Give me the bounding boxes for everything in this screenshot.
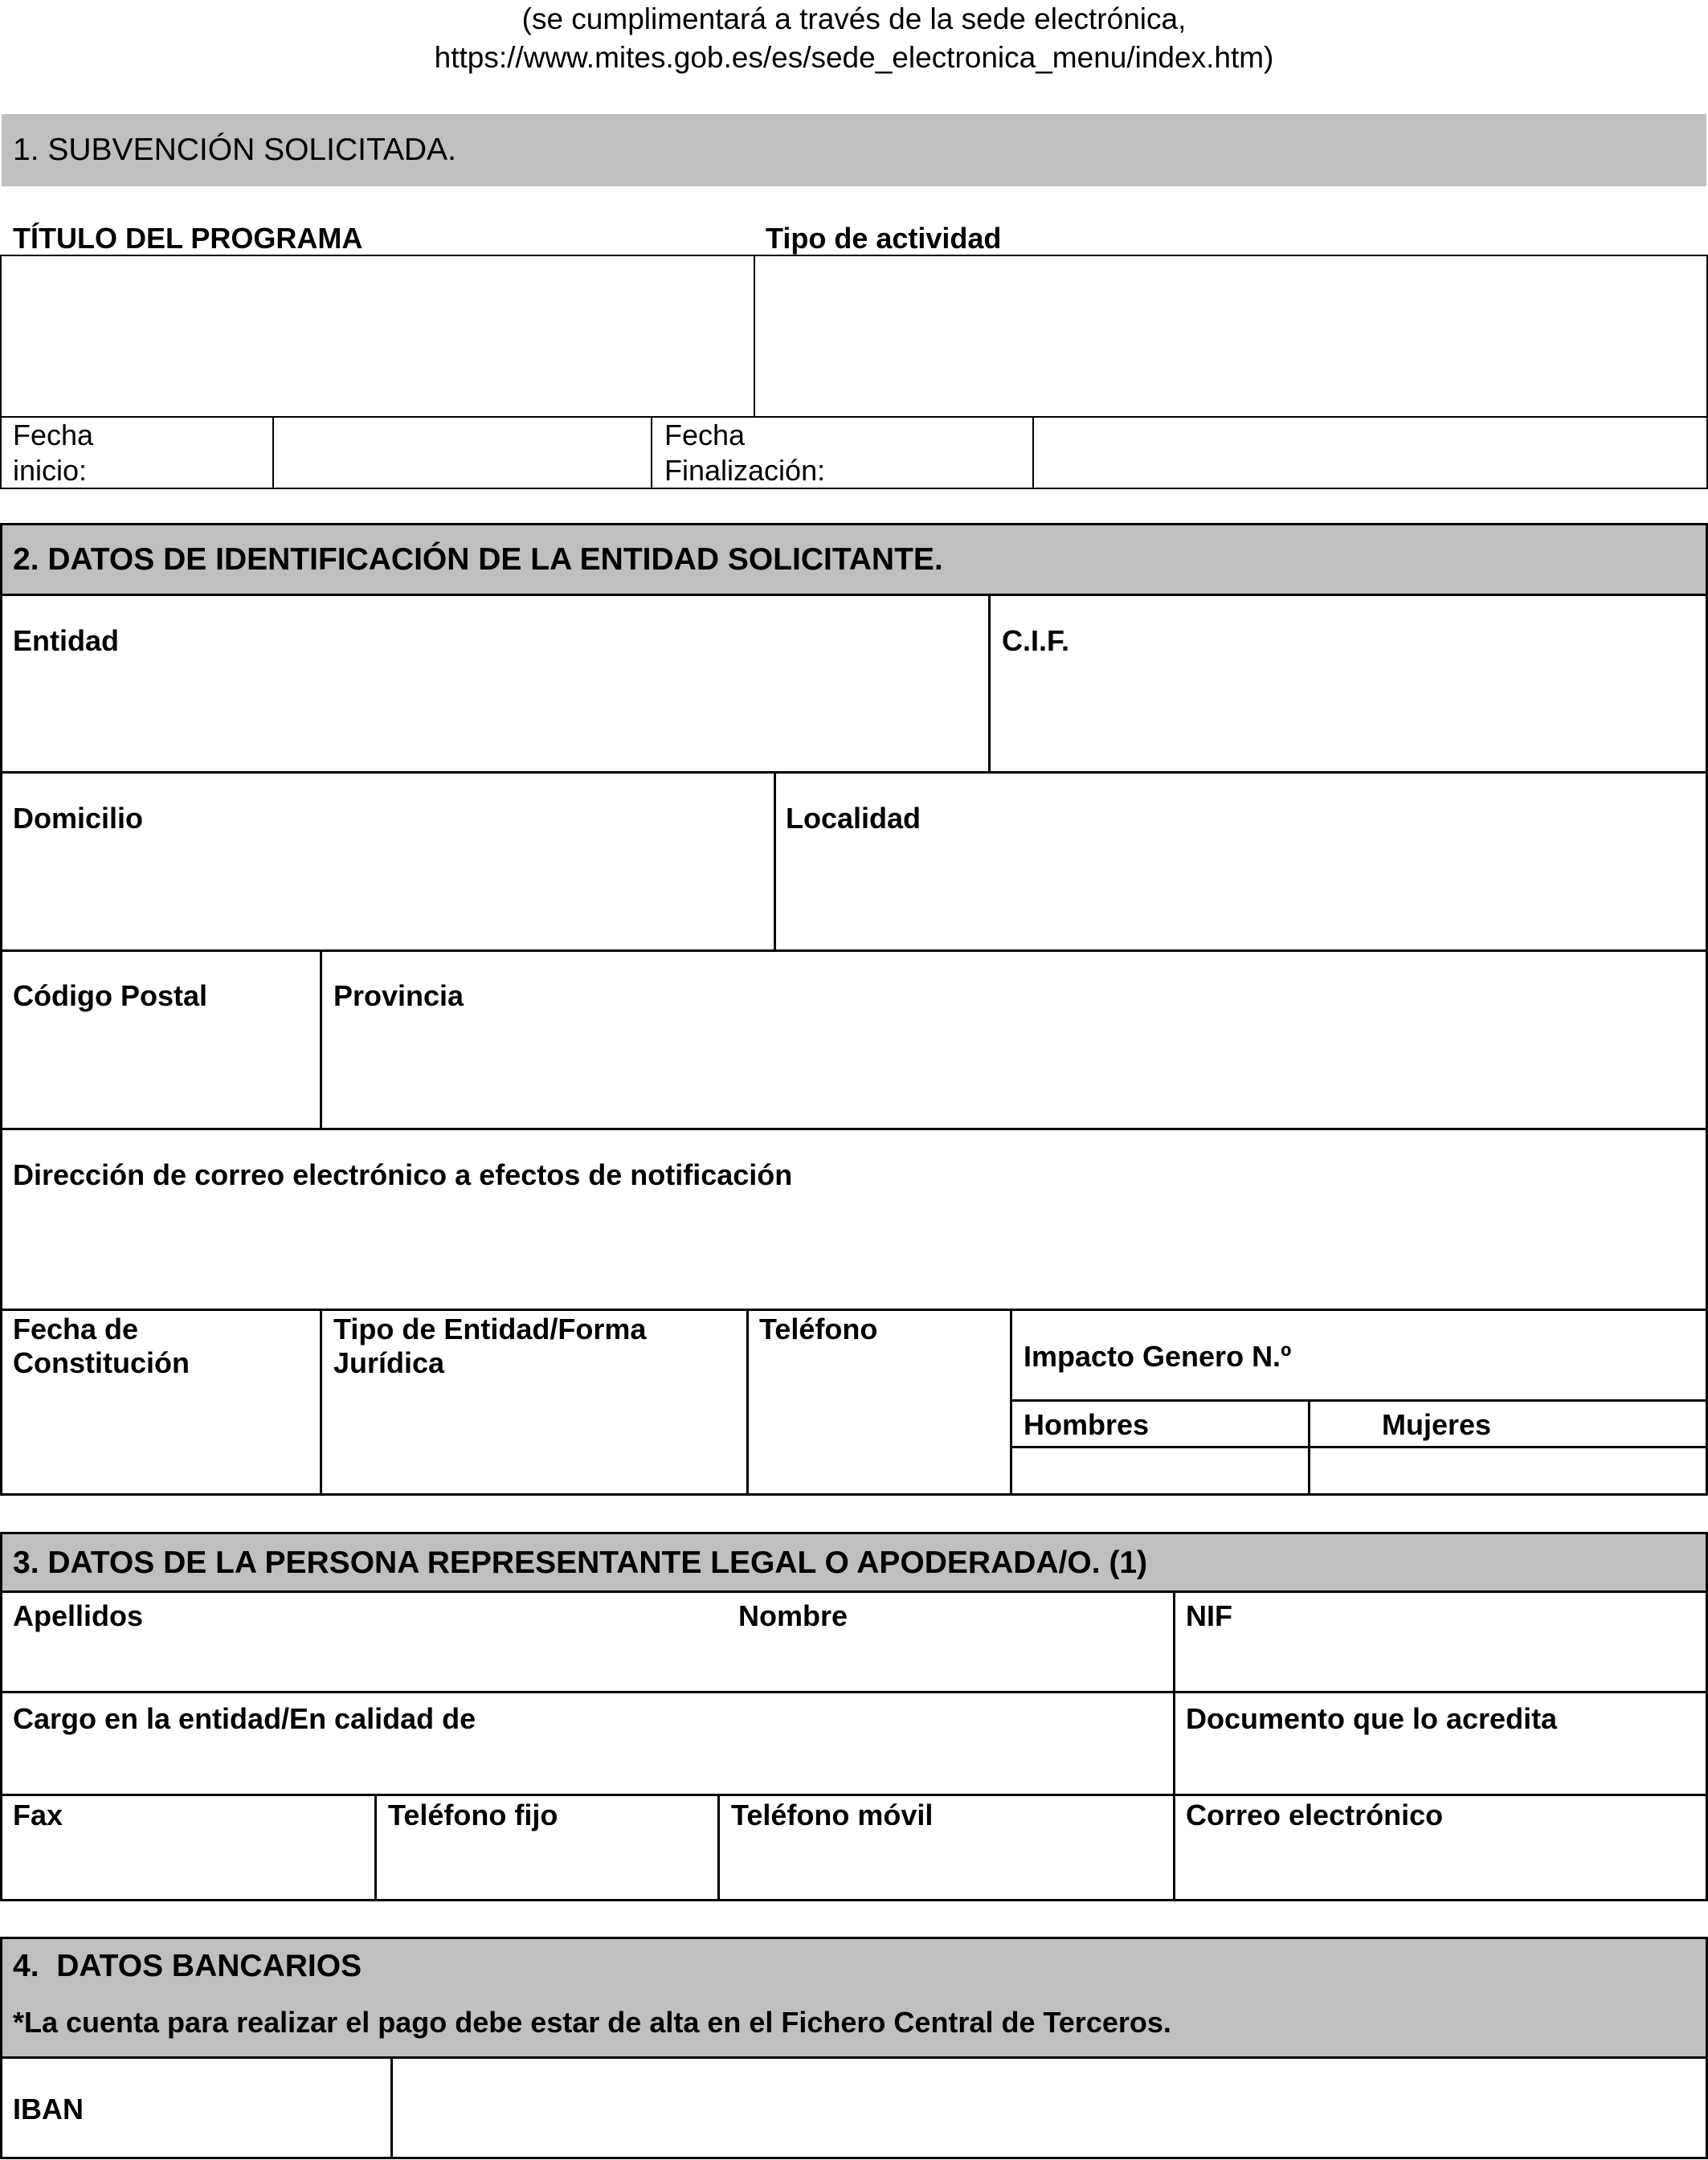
titulo-programa-field[interactable] bbox=[2, 256, 752, 415]
tipo-entidad-label-1: Tipo de Entidad/Forma bbox=[333, 1313, 647, 1345]
fecha-finalizacion-label-2: Finalización: bbox=[664, 454, 826, 487]
intro-line-1: (se cumplimentará a través de la sede electrónica, bbox=[521, 2, 1187, 35]
mujeres-field[interactable] bbox=[1311, 1448, 1706, 1494]
intro-line-2: https://www.mites.gob.es/es/sede_electronica_menu/index.htm) bbox=[434, 41, 1274, 74]
telefono-label: Teléfono bbox=[759, 1313, 878, 1345]
intro-text bbox=[0, 0, 1708, 77]
fax-label: Fax bbox=[13, 1799, 63, 1831]
cargo-label: Cargo en la entidad/En calidad de bbox=[13, 1702, 476, 1735]
codigo-postal-label: Código Postal bbox=[13, 979, 207, 1012]
telefono-fijo-field[interactable] bbox=[378, 1835, 717, 1899]
section2-header bbox=[2, 525, 1706, 594]
telefono-fijo-label: Teléfono fijo bbox=[388, 1799, 558, 1831]
hombres-label: Hombres bbox=[1024, 1408, 1150, 1441]
section2-title: 2. DATOS DE IDENTIFICACIÓN DE LA ENTIDAD SOLICITANTE. bbox=[13, 542, 943, 577]
fecha-finalizacion-field[interactable] bbox=[1035, 419, 1706, 488]
telefono-field[interactable] bbox=[750, 1349, 1009, 1494]
fecha-inicio-field[interactable] bbox=[275, 419, 649, 488]
documento-label: Documento que lo acredita bbox=[1186, 1702, 1558, 1735]
email-notificacion-field[interactable] bbox=[2, 1130, 1706, 1308]
entidad-label: Entidad bbox=[13, 624, 119, 657]
nombre-label: Nombre bbox=[738, 1599, 848, 1632]
fecha-constitucion-field[interactable] bbox=[2, 1383, 319, 1494]
telefono-movil-label: Teléfono móvil bbox=[731, 1799, 934, 1831]
iban-field[interactable] bbox=[394, 2059, 1706, 2157]
documento-field[interactable] bbox=[1176, 1739, 1706, 1793]
tipo-entidad-label-2: Jurídica bbox=[333, 1346, 445, 1379]
fecha-constitucion-label-2: Constitución bbox=[13, 1346, 190, 1379]
titulo-programa-label: TÍTULO DEL PROGRAMA bbox=[13, 222, 363, 255]
section1-title: 1. SUBVENCIÓN SOLICITADA. bbox=[13, 133, 456, 167]
fecha-finalizacion-label-1: Fecha bbox=[664, 419, 746, 451]
impacto-genero-label: Impacto Genero N.º bbox=[1024, 1340, 1292, 1373]
mujeres-label: Mujeres bbox=[1382, 1408, 1492, 1441]
codigo-postal-field[interactable] bbox=[2, 952, 319, 1127]
localidad-field[interactable] bbox=[777, 774, 1706, 949]
nif-field[interactable] bbox=[1176, 1635, 1706, 1690]
fecha-constitucion-label bbox=[13, 1313, 190, 1380]
tipo-entidad-field[interactable] bbox=[323, 1383, 746, 1494]
cif-label: C.I.F. bbox=[1002, 624, 1070, 657]
correo-label: Correo electrónico bbox=[1186, 1799, 1444, 1831]
fax-field[interactable] bbox=[2, 1835, 374, 1899]
email-notificacion-label: Dirección de correo electrónico a efectos de notificación bbox=[13, 1158, 793, 1191]
fecha-inicio-label-1: Fecha bbox=[13, 419, 94, 451]
tipo-actividad-label: Tipo de actividad bbox=[766, 222, 1002, 255]
nif-label: NIF bbox=[1186, 1599, 1232, 1632]
nombre-field[interactable] bbox=[727, 1635, 1172, 1690]
provincia-label: Provincia bbox=[333, 979, 464, 1012]
section4-header bbox=[2, 1939, 1706, 2056]
section4-title: 4. DATOS BANCARIOS bbox=[13, 1949, 362, 1983]
section1-header bbox=[2, 114, 1706, 186]
section4-note: *La cuenta para realizar el pago debe estar de alta en el Fichero Central de Terceros. bbox=[13, 2006, 1171, 2039]
hombres-field[interactable] bbox=[1013, 1448, 1307, 1494]
apellidos-field[interactable] bbox=[2, 1635, 725, 1690]
cargo-field[interactable] bbox=[2, 1739, 1172, 1793]
domicilio-label: Domicilio bbox=[13, 802, 144, 835]
fecha-inicio-label bbox=[13, 418, 93, 488]
fecha-inicio-label-2: inicio: bbox=[13, 454, 88, 487]
entidad-field[interactable] bbox=[2, 596, 987, 770]
domicilio-field[interactable] bbox=[2, 774, 773, 949]
apellidos-label: Apellidos bbox=[13, 1599, 144, 1632]
section3-header bbox=[2, 1534, 1706, 1590]
telefono-movil-field[interactable] bbox=[721, 1835, 1172, 1899]
iban-label: IBAN bbox=[13, 2093, 84, 2125]
cif-field[interactable] bbox=[991, 596, 1706, 770]
tipo-entidad-label bbox=[333, 1313, 646, 1380]
section3-title: 3. DATOS DE LA PERSONA REPRESENTANTE LEGAL O APODERADA/O. (1) bbox=[13, 1545, 1148, 1580]
fecha-constitucion-label-1: Fecha de bbox=[13, 1313, 139, 1345]
tipo-actividad-field[interactable] bbox=[756, 256, 1706, 415]
provincia-field[interactable] bbox=[323, 952, 1706, 1127]
localidad-label: Localidad bbox=[786, 802, 921, 835]
fecha-finalizacion-label bbox=[664, 418, 825, 488]
correo-field[interactable] bbox=[1176, 1835, 1706, 1899]
